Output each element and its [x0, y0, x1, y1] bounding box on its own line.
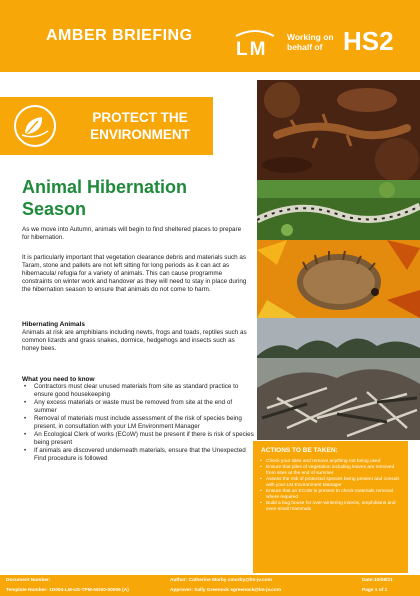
page-headline	[22, 176, 242, 220]
document-date: Date:10/08/21	[362, 578, 393, 583]
intro-paragraph-2: It is particularly important that vegetation clearance debris and materials such as Taram, stone and pallets are not left sitting for long periods as it can act as hibernacula/ refugia for a variety of animals. This can cause programme constraints on winter work and handover as they will need to stay in place during the hibernation season to ensure that animals do not come to harm.	[22, 254, 247, 293]
need-to-know-list	[22, 383, 256, 463]
header-bar	[0, 0, 420, 72]
working-line-2: behalf of	[287, 42, 323, 52]
newt-photo	[257, 80, 420, 180]
page-number: Page 1 of 1	[362, 588, 388, 593]
template-number: Template Number: 1D004-LM-US-TPM-NO00-00006 (A)	[6, 588, 129, 593]
protect-environment-banner	[0, 97, 213, 155]
list-item: • Contractors must clear unused materials from site as standard practice to ensure good housekeeping	[22, 383, 256, 399]
hibernating-animals-text: Animals at risk are amphibians including newts, frogs and toads, reptiles such as common lizards and grass snakes, dormice, hedgehogs and insects such as honey bees.	[22, 329, 247, 352]
list-item: • Removal of materials must include assessment of the risk of species being present, in consultation with your LM Environment Manager	[22, 415, 256, 431]
list-item: • Check your sites and remove anything not being used	[259, 459, 405, 465]
list-item: • Any excess materials or waste must be removed from site at the end of summer	[22, 399, 256, 415]
actions-box	[253, 441, 408, 573]
footer-bar	[0, 575, 420, 596]
list-item: • Build a bug house for over-wintering insects, amphibians and even small mammals	[259, 501, 405, 513]
briefing-title: AMBER BRIEFING	[46, 27, 193, 44]
headline-line-2: Season	[22, 199, 87, 219]
protect-environment-heading	[70, 109, 210, 143]
lm-logo: LM	[236, 39, 268, 60]
list-item: • Ensure that piles of vegetation including leaves are removed from sites at the end of summer	[259, 465, 405, 477]
list-item: • If animals are discovered underneath materials, ensure that the Unexpected Find procedure is followed	[22, 447, 256, 463]
leaf-globe-icon	[14, 105, 56, 147]
grass-snake-photo	[257, 180, 420, 240]
hedgehog-photo	[257, 240, 420, 318]
intro-paragraph-1: As we move into Autumn, animals will begin to find sheltered places to prepare for hibernation.	[22, 226, 242, 241]
debris-pile-photo	[257, 318, 420, 440]
author-line: Author: Catherine Morby cmorby@lm-jv.com	[170, 578, 272, 583]
hibernating-animals-heading: Hibernating Animals	[22, 321, 85, 328]
photo-column	[257, 80, 420, 440]
working-line-1: Working on	[287, 32, 334, 42]
need-to-know-heading: What you need to know	[22, 376, 95, 383]
list-item: • An Ecological Clerk of works (ECoW) must be present if there is risk of species being present	[22, 431, 256, 447]
document-number: Document Number:	[6, 578, 51, 583]
actions-heading: ACTIONS TO BE TAKEN:	[261, 447, 338, 454]
working-on-behalf-text	[287, 32, 334, 52]
approver-line: Approver: Sally Greenock sgreenock@lm-jv.com	[170, 588, 281, 593]
actions-list	[259, 459, 405, 513]
protect-line-1: PROTECT THE	[92, 110, 188, 125]
hs2-logo: HS2	[343, 26, 394, 56]
list-item: • Ensure that an ECoW is present to check materials removal where required	[259, 489, 405, 501]
protect-line-2: ENVIRONMENT	[90, 127, 190, 142]
headline-line-1: Animal Hibernation	[22, 177, 188, 197]
list-item: • Assess the risk of protected species being present and consult with your LM Environment Manager	[259, 477, 405, 489]
